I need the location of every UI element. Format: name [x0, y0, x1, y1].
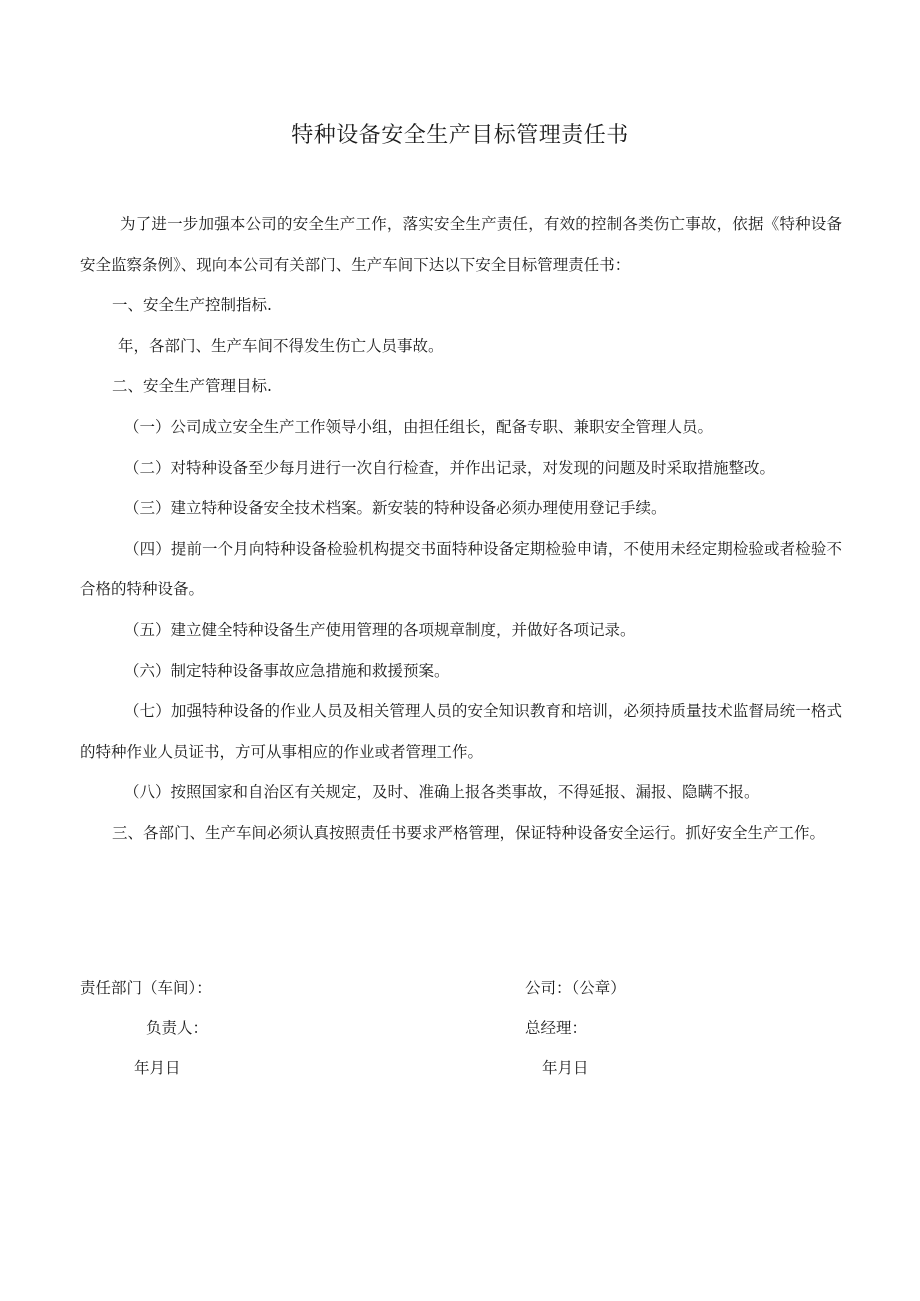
item-5: （五）建立健全特种设备生产使用管理的各项规章制度，并做好各项记录。 [124, 620, 636, 639]
department-label: 责任部门（车间）： [80, 979, 212, 997]
document-title: 特种设备安全生产目标管理责任书 [291, 123, 629, 148]
company-seal-label: 公司：（公章） [525, 979, 626, 997]
intro-paragraph: 为了进一步加强本公司的安全生产工作，落实安全生产责任，有效的控制各类伤亡事故，依据《特种设备安全监察条例》、现向本公司有关部门、生产车间下达以下安全目标管理责任书： [80, 215, 842, 274]
section2-heading: 二、安全生产管理目标. [112, 377, 272, 396]
item-3: （三）建立特种设备安全技术档案。新安装的特种设备必须办理使用登记手续。 [124, 499, 667, 518]
left-date-label: 年月日 [134, 1059, 181, 1077]
document-body [80, 204, 842, 854]
item-2: （二）对特种设备至少每月进行一次自行检查，并作出记录，对发现的问题及时采取措施整改。 [124, 458, 776, 477]
right-date-label: 年月日 [542, 1059, 589, 1077]
general-manager-label: 总经理： [525, 1019, 588, 1037]
item-7: （七）加强特种设备的作业人员及相关管理人员的安全知识教育和培训，必须持质量技术监督局统一格式的特种作业人员证书，方可从事相应的作业或者管理工作。 [80, 702, 842, 761]
item-4: （四）提前一个月向特种设备检验机构提交书面特种设备定期检验申请，不使用未经定期检验或者检验不合格的特种设备。 [80, 539, 842, 599]
section1-heading: 一、安全生产控制指标. [112, 296, 272, 315]
item-6: （六）制定特种设备事故应急措施和救援预案。 [124, 661, 450, 680]
person-in-charge-label: 负责人： [146, 1019, 209, 1037]
item-1: （一）公司成立安全生产工作领导小组，由担任组长，配备专职、兼职安全管理人员。 [124, 417, 714, 436]
section1-body: 年，各部门、生产车间不得发生伤亡人员事故。 [118, 336, 444, 355]
item-8: （八）按照国家和自治区有关规定，及时、准确上报各类事故，不得延报、漏报、隐瞒不报。 [124, 783, 760, 802]
section3-paragraph: 三、各部门、生产车间必须认真按照责任书要求严格管理，保证特种设备安全运行。抓好安全生产工作。 [112, 823, 826, 842]
